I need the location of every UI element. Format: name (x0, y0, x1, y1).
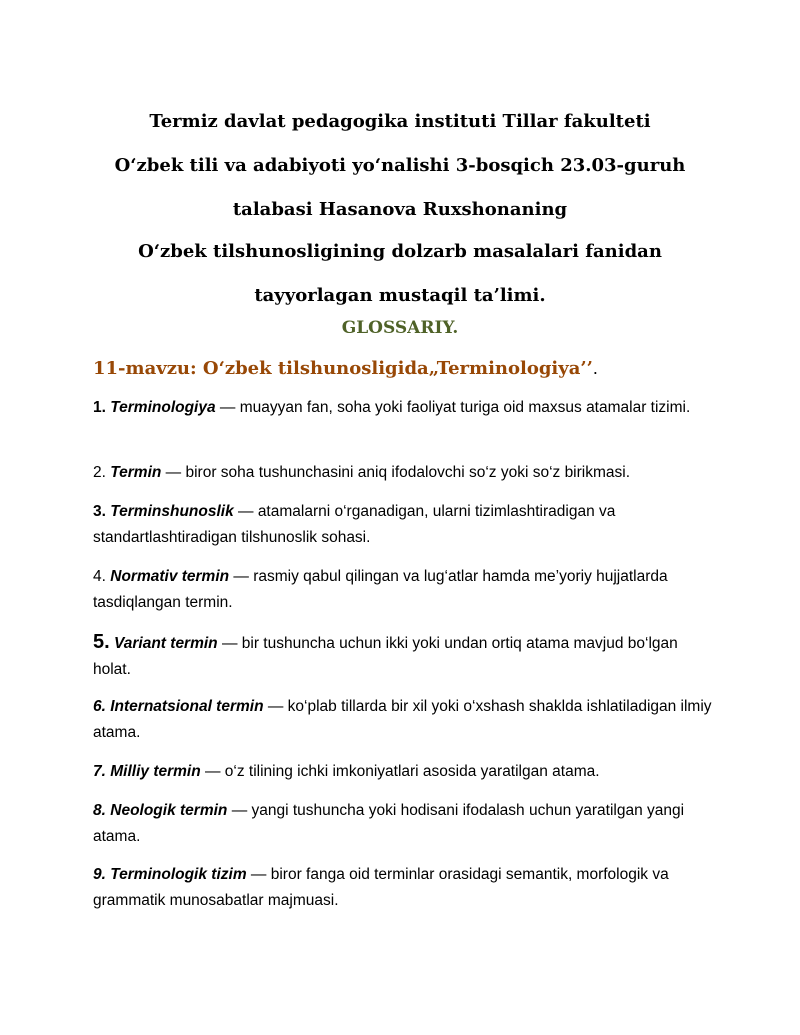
entry-definition: — muayyan fan, soha yoki faoliyat turiga oid maxsus atamalar tizimi. (215, 399, 691, 416)
entry-term: Milliy termin (110, 763, 201, 780)
header-subject-line: O‘zbek tilshunosligining dolzarb masalalari fanidan (138, 241, 662, 262)
entry-term: Termin (110, 464, 162, 481)
header-work-line: tayyorlagan mustaqil ta’limi. (254, 285, 546, 306)
entry-term: Neologik termin (110, 802, 228, 819)
glossary-entry (93, 629, 713, 683)
glossary-entry (93, 499, 713, 551)
glossary-entry (93, 460, 713, 486)
entry-term: Normativ termin (110, 568, 230, 585)
topic-dot: . (592, 358, 598, 378)
entry-definition: — atamalarni o‘rganadigan, ularni tizimlashtiradigan va standartlashtiradigan tilshunoslik sohasi. (93, 503, 616, 546)
glossary-entry (93, 798, 713, 850)
entry-number: 3. (93, 503, 106, 520)
entry-definition: — bir tushuncha uchun ikki yoki undan ortiq atama mavjud bo‘lgan holat. (93, 635, 678, 678)
entry-number: 9. (93, 866, 106, 883)
entry-term: Terminshunoslik (110, 503, 234, 520)
glossary-entry (93, 395, 713, 421)
entry-number: 6. (93, 698, 106, 715)
glossary-entry (93, 694, 713, 746)
header-institute-line: Termiz davlat pedagogika instituti Tillar fakulteti (149, 111, 651, 132)
header-program-line: O‘zbek tili va adabiyoti yo‘nalishi 3-bosqich 23.03-guruh (114, 155, 686, 176)
entry-number: 4. (93, 568, 106, 585)
entry-number: 5. (93, 631, 110, 653)
entry-definition: — ko‘plab tillarda bir xil yoki o‘xshash shaklda ishlatiladigan ilmiy atama. (93, 698, 712, 741)
entry-term: Terminologiya (110, 399, 216, 416)
entry-term: Terminologik tizim (110, 866, 247, 883)
glossary-entry (93, 564, 713, 616)
entry-number: 8. (93, 802, 106, 819)
entry-number: 7. (93, 763, 106, 780)
entry-definition: — yangi tushuncha yoki hodisani ifodalash uchun yaratilgan yangi atama. (93, 802, 685, 845)
entry-definition: — o‘z tilining ichki imkoniyatlari asosida yaratilgan atama. (200, 763, 600, 780)
entry-definition: — rasmiy qabul qilingan va lug‘atlar hamda me’yoriy hujjatlarda tasdiqlangan termin. (93, 568, 668, 611)
topic-title: 11-mavzu: O‘zbek tilshunosligida„Terminologiya’’ (93, 358, 593, 379)
glossary-title: GLOSSARIY. (341, 318, 459, 338)
header-student-line: talabasi Hasanova Ruxshonaning (232, 199, 568, 220)
entry-number: 2. (93, 464, 106, 481)
entry-definition: — biror soha tushunchasini aniq ifodalovchi so‘z yoki so‘z birikmasi. (161, 464, 631, 481)
entry-term: Variant termin (114, 635, 218, 652)
entry-number: 1. (93, 399, 106, 416)
glossary-entry (93, 862, 713, 914)
glossary-entry (93, 759, 713, 785)
entry-term: Internatsional termin (110, 698, 264, 715)
entry-definition: — biror fanga oid terminlar orasidagi semantik, morfologik va grammatik munosabatlar majmuasi. (93, 866, 669, 909)
topic-heading (93, 355, 598, 382)
